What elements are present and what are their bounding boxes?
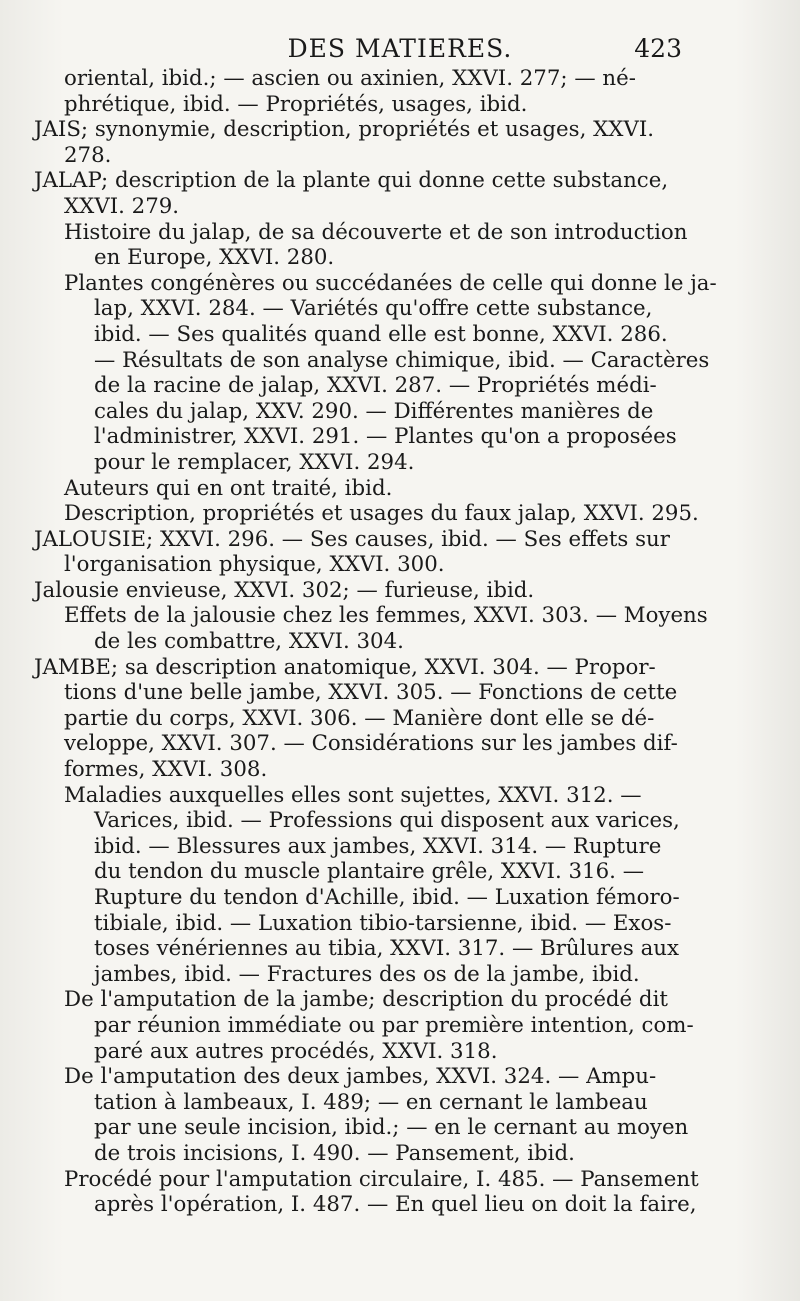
index-line: phrétique, ibid. — Propriétés, usages, ibid. [64, 91, 528, 117]
index-line: partie du corps, XXVI. 306. — Manière dont elle se dé- [64, 705, 655, 731]
running-head: DES MATIERES. [287, 34, 513, 63]
index-line: paré aux autres procédés, XXVI. 318. [94, 1038, 498, 1064]
index-line: oriental, ibid.; — ascien ou axinien, XXVI. 277; — né- [64, 66, 636, 91]
index-line: après l'opération, I. 487. — En quel lieu on doit la faire, [94, 1192, 697, 1218]
index-line: de les combattre, XXVI. 304. [94, 629, 404, 655]
index-line: de trois incisions, I. 490. — Pansement, ibid. [94, 1140, 575, 1166]
index-line: Varices, ibid. — Professions qui disposent aux varices, [94, 808, 680, 834]
index-line: XXVI. 279. [64, 193, 180, 219]
index-line: cales du jalap, XXV. 290. — Différentes manières de [94, 398, 654, 424]
page-header [0, 32, 800, 66]
index-line: Maladies auxquelles elles sont sujettes, XXVI. 312. — [64, 782, 642, 808]
index-line: Effets de la jalousie chez les femmes, XXVI. 303. — Moyens [64, 603, 708, 629]
index-line: tibiale, ibid. — Luxation tibio-tarsienne, ibid. — Exos- [94, 910, 672, 936]
index-line: en Europe, XXVI. 280. [94, 245, 335, 271]
index-line: Jalousie envieuse, XXVI. 302; — furieuse, ibid. [34, 577, 535, 603]
index-line: l'administrer, XXVI. 291. — Plantes qu'on a proposées [94, 424, 677, 450]
index-line: Procédé pour l'amputation circulaire, I. 485. — Pansement [64, 1166, 699, 1192]
index-line: ibid. — Blessures aux jambes, XXVI. 314. — Rupture [94, 833, 662, 859]
index-line: Auteurs qui en ont traité, ibid. [64, 475, 393, 501]
index-line: par réunion immédiate ou par première intention, com- [94, 1012, 694, 1038]
index-line: Histoire du jalap, de sa découverte et de son introduction [64, 219, 688, 245]
index-line: Description, propriétés et usages du faux jalap, XXVI. 295. [64, 501, 699, 527]
index-line: JALOUSIE; XXVI. 296. — Ses causes, ibid. — Ses effets sur [34, 526, 670, 552]
index-line: l'organisation physique, XXVI. 300. [64, 552, 445, 578]
index-line: lap, XXVI. 284. — Variétés qu'offre cette substance, [94, 296, 653, 322]
index-line: de la racine de jalap, XXVI. 287. — Propriétés médi- [94, 373, 657, 399]
index-line: De l'amputation de la jambe; description du procédé dit [64, 987, 668, 1013]
index-line: veloppe, XXVI. 307. — Considérations sur les jambes dif- [64, 731, 678, 757]
index-line: JAIS; synonymie, description, propriétés et usages, XXVI. [34, 117, 655, 143]
index-line: jambes, ibid. — Fractures des os de la jambe, ibid. [94, 961, 640, 987]
index-line: par une seule incision, ibid.; — en le cernant au moyen [94, 1115, 689, 1141]
index-line: ibid. — Ses qualités quand elle est bonne, XXVI. 286. [94, 321, 668, 347]
page-number: 423 [634, 34, 682, 63]
index-line: JALAP; description de la plante qui donne cette substance, [34, 168, 669, 194]
index-line: De l'amputation des deux jambes, XXVI. 324. — Ampu- [64, 1064, 657, 1090]
index-line: 278. [64, 142, 112, 168]
index-line: — Résultats de son analyse chimique, ibid. — Caractères [94, 347, 710, 373]
index-line: Plantes congénères ou succédanées de celle qui donne le ja- [64, 270, 717, 296]
index-line: Rupture du tendon d'Achille, ibid. — Luxation fémoro- [94, 885, 680, 910]
index-line: tation à lambeaux, I. 489; — en cernant le lambeau [94, 1089, 648, 1115]
index-line: tions d'une belle jambe, XXVI. 305. — Fonctions de cette [64, 680, 678, 706]
index-line: pour le remplacer, XXVI. 294. [94, 449, 415, 475]
index-line: du tendon du muscle plantaire grêle, XXVI. 316. — [94, 859, 644, 885]
index-line: toses vénériennes au tibia, XXVI. 317. — Brûlures aux [94, 936, 680, 962]
index-entries [34, 66, 717, 1218]
index-line: JAMBE; sa description anatomique, XXVI. 304. — Propor- [34, 654, 656, 680]
index-line: formes, XXVI. 308. [64, 757, 268, 783]
